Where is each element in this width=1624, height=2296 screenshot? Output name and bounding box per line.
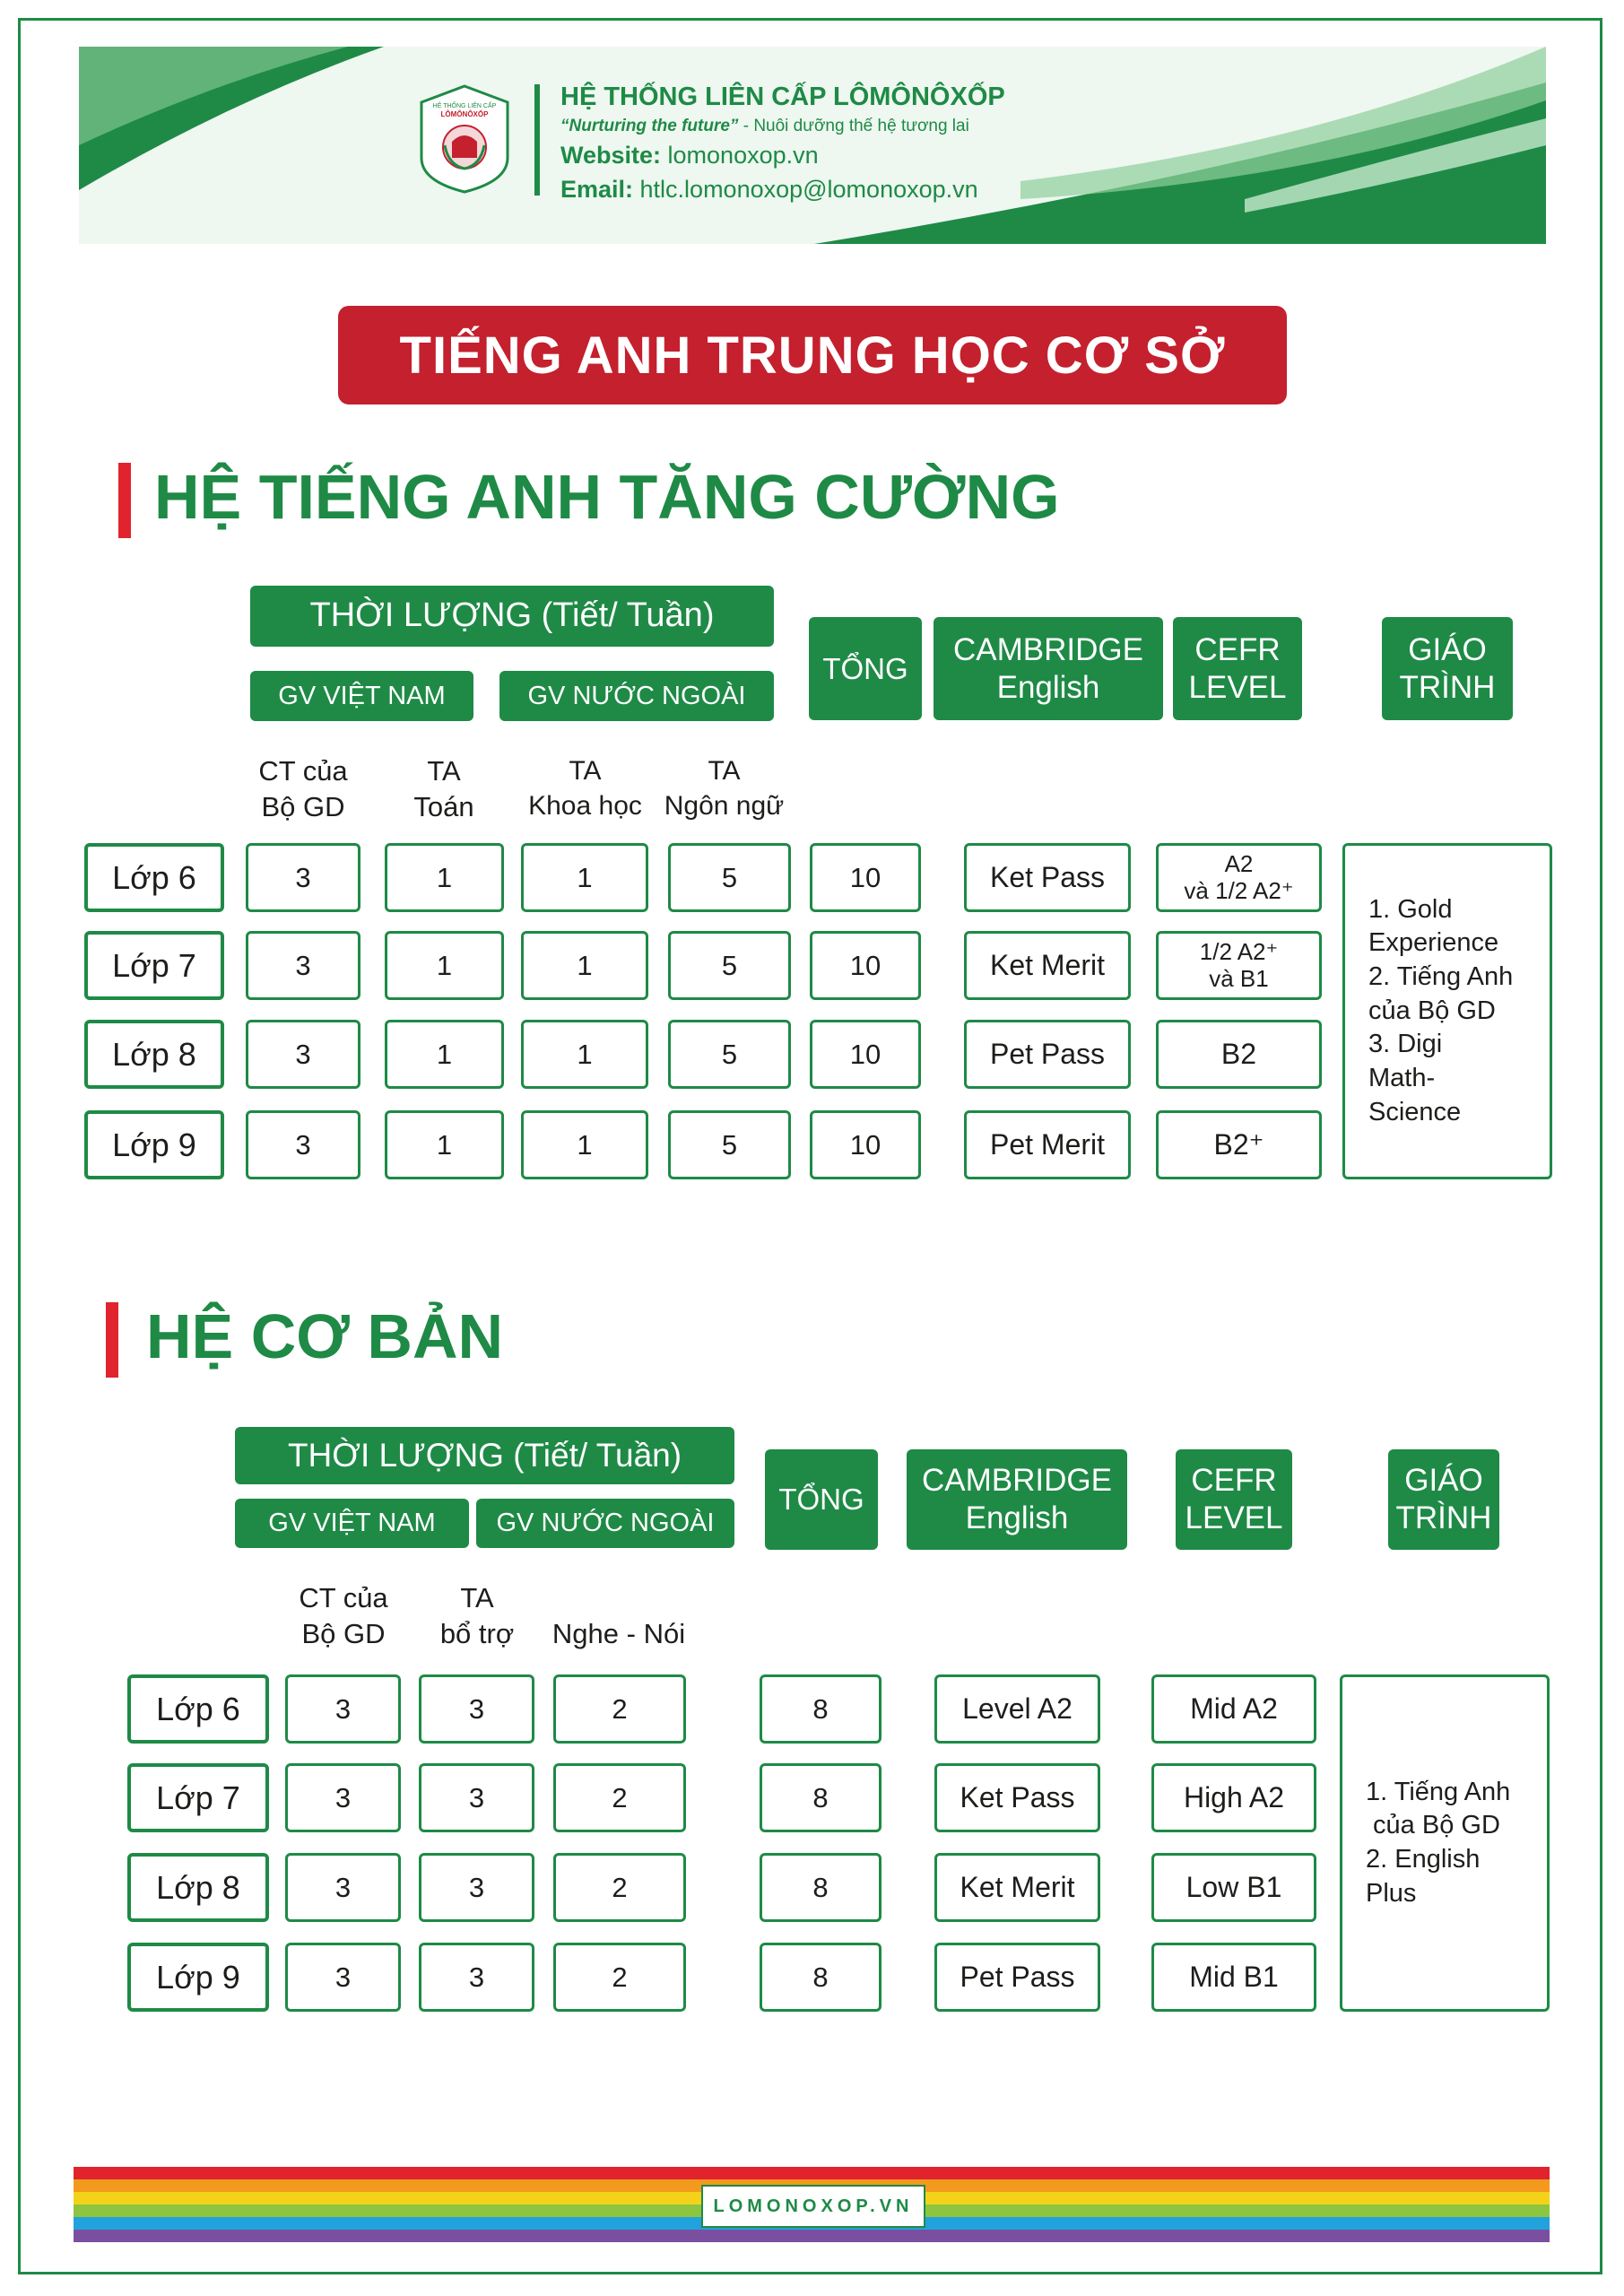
subheader-ct-enhanced bbox=[231, 753, 375, 826]
page-title: TIẾNG ANH TRUNG HỌC CƠ SỞ bbox=[338, 306, 1287, 404]
cefr-cell bbox=[1156, 1020, 1322, 1089]
subheader-line1: TA bbox=[427, 755, 461, 787]
listening-cell: 2 bbox=[553, 1943, 686, 2012]
stripe-purple bbox=[74, 2230, 1550, 2242]
subheader-line2: Toán bbox=[413, 791, 474, 823]
grade-cell: Lớp 8 bbox=[84, 1020, 224, 1089]
books-header-line1: GIÁO bbox=[1404, 1463, 1483, 1498]
books-header-line2: TRÌNH bbox=[1399, 669, 1496, 705]
total-cell: 8 bbox=[760, 1943, 881, 2012]
section-bar-enhanced bbox=[118, 463, 131, 538]
science-cell: 1 bbox=[521, 1020, 648, 1089]
subheader-line1: CT của bbox=[299, 1582, 388, 1613]
website-line bbox=[560, 142, 819, 170]
support-cell: 3 bbox=[419, 1853, 534, 1922]
books-header-basic bbox=[1388, 1449, 1499, 1550]
subheader-line2: Ngôn ngữ bbox=[664, 791, 785, 821]
cefr-cell: Mid A2 bbox=[1151, 1674, 1316, 1744]
logo-text-top: HỆ THỐNG LIÊN CẤP bbox=[432, 103, 497, 109]
book-line: Science bbox=[1368, 1097, 1462, 1126]
email-link[interactable]: htlc.lomonoxop@lomonoxop.vn bbox=[633, 176, 978, 203]
ct-cell: 3 bbox=[246, 1020, 360, 1089]
grade-cell: Lớp 6 bbox=[84, 843, 224, 912]
cambridge-header-line2: English bbox=[965, 1500, 1069, 1535]
grade-cell: Lớp 7 bbox=[127, 1763, 269, 1832]
ct-cell: 3 bbox=[285, 1674, 401, 1744]
grade-cell: Lớp 6 bbox=[127, 1674, 269, 1744]
support-cell: 3 bbox=[419, 1674, 534, 1744]
books-header-enhanced bbox=[1382, 617, 1513, 720]
cefr-cell bbox=[1156, 931, 1322, 1000]
subheader-line2: Bộ GD bbox=[261, 791, 345, 823]
subheader-science-enhanced bbox=[511, 753, 659, 823]
ct-cell: 3 bbox=[285, 1853, 401, 1922]
cefr-header-line2: LEVEL bbox=[1188, 669, 1287, 705]
total-header-enhanced: TỔNG bbox=[809, 617, 922, 720]
book-line: Experience bbox=[1368, 928, 1499, 958]
school-logo bbox=[418, 83, 511, 196]
section-title-enhanced: HỆ TIẾNG ANH TĂNG CƯỜNG bbox=[154, 462, 1060, 532]
cefr-cell: Low B1 bbox=[1151, 1853, 1316, 1922]
slogan-en: “Nurturing the future” bbox=[560, 117, 739, 135]
cambridge-cell: Pet Pass bbox=[934, 1943, 1100, 2012]
grade-cell: Lớp 9 bbox=[84, 1110, 224, 1179]
cambridge-header-enhanced bbox=[934, 617, 1163, 720]
subheader-line2: Khoa học bbox=[528, 791, 642, 821]
total-cell: 8 bbox=[760, 1674, 881, 1744]
book-line: 2. Tiếng Anh bbox=[1368, 961, 1514, 991]
subheader-line2: Bộ GD bbox=[301, 1618, 386, 1650]
gv-foreign-header-enhanced: GV NƯỚC NGOÀI bbox=[499, 671, 774, 721]
subheader-line2: Nghe - Nói bbox=[551, 1618, 686, 1649]
language-cell: 5 bbox=[668, 931, 791, 1000]
section-bar-basic bbox=[106, 1302, 118, 1378]
ct-cell: 3 bbox=[285, 1943, 401, 2012]
book-line: 2. English bbox=[1366, 1845, 1481, 1874]
ct-cell: 3 bbox=[246, 843, 360, 912]
cambridge-header-line1: CAMBRIDGE bbox=[922, 1463, 1112, 1498]
total-cell: 8 bbox=[760, 1763, 881, 1832]
book-line: 3. Digi bbox=[1368, 1030, 1443, 1059]
subheader-ct-basic bbox=[272, 1580, 415, 1653]
books-header-line2: TRÌNH bbox=[1395, 1500, 1492, 1535]
cefr-line1: B2 bbox=[1220, 1038, 1257, 1071]
total-cell: 10 bbox=[810, 843, 921, 912]
duration-header-enhanced: THỜI LƯỢNG (Tiết/ Tuần) bbox=[250, 586, 774, 647]
subheader-line2: bổ trợ bbox=[439, 1618, 515, 1650]
stripe-red bbox=[74, 2167, 1550, 2179]
org-name: HỆ THỐNG LIÊN CẤP LÔMÔNÔXỐP bbox=[560, 83, 1005, 111]
cambridge-cell: Ket Pass bbox=[964, 843, 1131, 912]
science-cell: 1 bbox=[521, 843, 648, 912]
cambridge-cell: Ket Pass bbox=[934, 1763, 1100, 1832]
cefr-header-enhanced bbox=[1173, 617, 1302, 720]
cefr-header-basic bbox=[1176, 1449, 1292, 1550]
subheader-listening-basic bbox=[538, 1580, 699, 1652]
duration-header-basic: THỜI LƯỢNG (Tiết/ Tuần) bbox=[235, 1427, 734, 1484]
slogan bbox=[560, 117, 969, 136]
cambridge-cell: Pet Merit bbox=[964, 1110, 1131, 1179]
cefr-cell bbox=[1156, 1110, 1322, 1179]
subheader-support-basic bbox=[414, 1580, 540, 1653]
math-cell: 1 bbox=[385, 931, 504, 1000]
cambridge-cell: Ket Merit bbox=[934, 1853, 1100, 1922]
subheader-line1: CT của bbox=[258, 755, 348, 787]
email-label: Email: bbox=[560, 176, 634, 203]
total-cell: 8 bbox=[760, 1853, 881, 1922]
language-cell: 5 bbox=[668, 1020, 791, 1089]
book-line: Math- bbox=[1368, 1064, 1436, 1093]
cefr-line1: A2 bbox=[1224, 849, 1254, 877]
grade-cell: Lớp 9 bbox=[127, 1943, 269, 2012]
cambridge-header-line1: CAMBRIDGE bbox=[953, 631, 1143, 667]
subheader-math-enhanced bbox=[386, 753, 502, 826]
cefr-line1: B2⁺ bbox=[1213, 1128, 1264, 1161]
cefr-cell: High A2 bbox=[1151, 1763, 1316, 1832]
email-line bbox=[560, 176, 978, 204]
cefr-header-line1: CEFR bbox=[1194, 631, 1281, 667]
ct-cell: 3 bbox=[246, 1110, 360, 1179]
subheader-line1: TA bbox=[708, 756, 741, 786]
support-cell: 3 bbox=[419, 1943, 534, 2012]
book-line: của Bộ GD bbox=[1366, 1811, 1500, 1840]
logo-text-name: LÔMÔNÔXỐP bbox=[440, 110, 489, 118]
cefr-line2: và B1 bbox=[1209, 964, 1269, 992]
subheader-language-enhanced bbox=[659, 753, 789, 823]
books-cell-enhanced bbox=[1342, 843, 1552, 1179]
total-header-basic: TỔNG bbox=[765, 1449, 878, 1550]
gv-vn-header-basic: GV VIỆT NAM bbox=[235, 1499, 469, 1548]
header-divider bbox=[534, 84, 540, 196]
cambridge-header-basic bbox=[907, 1449, 1127, 1550]
math-cell: 1 bbox=[385, 1110, 504, 1179]
books-header-line1: GIÁO bbox=[1408, 631, 1487, 667]
listening-cell: 2 bbox=[553, 1674, 686, 1744]
ct-cell: 3 bbox=[285, 1763, 401, 1832]
total-cell: 10 bbox=[810, 1020, 921, 1089]
gv-vn-header-enhanced: GV VIỆT NAM bbox=[250, 671, 473, 721]
cefr-header-line2: LEVEL bbox=[1185, 1500, 1283, 1535]
cefr-cell: Mid B1 bbox=[1151, 1943, 1316, 2012]
website-link[interactable]: lomonoxop.vn bbox=[661, 142, 819, 169]
cambridge-header-line2: English bbox=[996, 669, 1100, 705]
footer-site-link[interactable]: LOMONOXOP.VN bbox=[701, 2185, 925, 2228]
book-line: Plus bbox=[1366, 1878, 1417, 1908]
book-line: 1. Tiếng Anh bbox=[1366, 1777, 1511, 1806]
language-cell: 5 bbox=[668, 843, 791, 912]
subheader-line1 bbox=[538, 1580, 699, 1616]
grade-cell: Lớp 8 bbox=[127, 1853, 269, 1922]
language-cell: 5 bbox=[668, 1110, 791, 1179]
total-cell: 10 bbox=[810, 1110, 921, 1179]
subheader-line1: TA bbox=[460, 1582, 494, 1613]
book-line: 1. Gold bbox=[1368, 894, 1453, 924]
total-cell: 10 bbox=[810, 931, 921, 1000]
cefr-line1: 1/2 A2⁺ bbox=[1199, 937, 1279, 965]
section-title-basic: HỆ CƠ BẢN bbox=[146, 1301, 504, 1371]
website-label: Website: bbox=[560, 142, 662, 169]
gv-foreign-header-basic: GV NƯỚC NGOÀI bbox=[476, 1499, 734, 1548]
ct-cell: 3 bbox=[246, 931, 360, 1000]
cambridge-cell: Level A2 bbox=[934, 1674, 1100, 1744]
cambridge-cell: Ket Merit bbox=[964, 931, 1131, 1000]
science-cell: 1 bbox=[521, 931, 648, 1000]
books-cell-basic bbox=[1340, 1674, 1550, 2012]
math-cell: 1 bbox=[385, 843, 504, 912]
math-cell: 1 bbox=[385, 1020, 504, 1089]
slogan-vi: - Nuôi dưỡng thế hệ tương lai bbox=[738, 117, 969, 135]
listening-cell: 2 bbox=[553, 1853, 686, 1922]
book-line: của Bộ GD bbox=[1368, 996, 1496, 1025]
cefr-line2: và 1/2 A2⁺ bbox=[1184, 876, 1294, 904]
cefr-header-line1: CEFR bbox=[1191, 1463, 1277, 1498]
listening-cell: 2 bbox=[553, 1763, 686, 1832]
grade-cell: Lớp 7 bbox=[84, 931, 224, 1000]
subheader-line1: TA bbox=[569, 756, 602, 786]
cefr-cell bbox=[1156, 843, 1322, 912]
cambridge-cell: Pet Pass bbox=[964, 1020, 1131, 1089]
support-cell: 3 bbox=[419, 1763, 534, 1832]
science-cell: 1 bbox=[521, 1110, 648, 1179]
